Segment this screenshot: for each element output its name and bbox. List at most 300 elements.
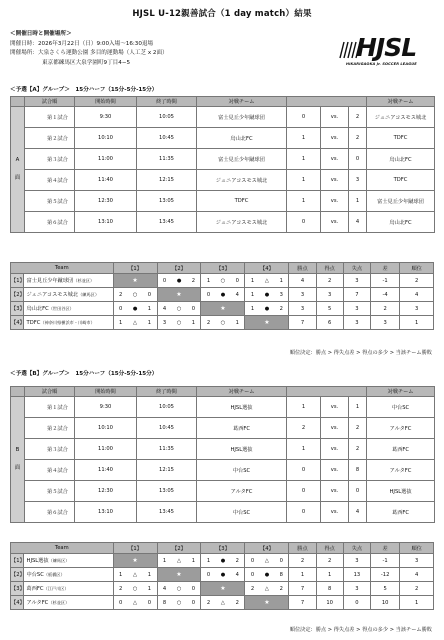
- away-team: 葛西FC: [367, 502, 435, 523]
- home-score: 0: [287, 107, 321, 128]
- away-team: 烏山北FC: [367, 149, 435, 170]
- result-mark: ●: [128, 302, 143, 316]
- header-goals-for: 得点: [316, 543, 343, 554]
- result-goals-against: 1: [142, 568, 157, 582]
- team-label: HJSL選抜: [26, 558, 49, 564]
- goals-against: 3: [343, 316, 370, 330]
- result-goals-against: 0: [230, 274, 245, 288]
- match-row: [11, 418, 435, 439]
- home-team: 葛西FC: [197, 418, 287, 439]
- team-label: 中台SC: [26, 572, 44, 578]
- final-position: 3: [400, 554, 434, 568]
- away-score: 0: [349, 149, 367, 170]
- vs-label: vs.: [321, 439, 349, 460]
- team-area: （杉並区）: [73, 278, 95, 283]
- away-team: 烏山北FC: [367, 212, 435, 233]
- end-time: 13:45: [137, 502, 197, 523]
- result-goals-against: 4: [230, 568, 245, 582]
- vs-label: vs.: [321, 128, 349, 149]
- header-blank: [287, 97, 367, 107]
- final-position: 2: [400, 274, 434, 288]
- final-position: 1: [400, 596, 434, 610]
- match-row: [11, 128, 435, 149]
- goal-difference: 10: [370, 596, 399, 610]
- logo-text: HJSL: [356, 33, 417, 62]
- header-blank: [11, 97, 25, 107]
- goal-difference: -12: [370, 568, 399, 582]
- result-goals-against: 1: [186, 554, 201, 568]
- end-time: 10:45: [137, 418, 197, 439]
- end-time: 12:15: [137, 170, 197, 191]
- goal-difference: 5: [370, 582, 399, 596]
- header-start: 開始時間: [75, 387, 137, 397]
- header-position: 順位: [400, 543, 434, 554]
- goals-for: 6: [316, 316, 343, 330]
- header-goals-against: 失点: [343, 263, 370, 274]
- match-row: [11, 460, 435, 481]
- event-info: [10, 30, 168, 68]
- goal-difference: -1: [370, 274, 399, 288]
- result-goals-against: 1: [186, 316, 201, 330]
- end-time: 11:35: [137, 149, 197, 170]
- final-position: 2: [400, 582, 434, 596]
- start-time: 9:30: [75, 107, 137, 128]
- away-team: HJSL選抜: [367, 481, 435, 502]
- home-score: 1: [287, 397, 321, 418]
- result-goals-against: 2: [186, 274, 201, 288]
- away-team: 中台SC: [367, 397, 435, 418]
- rank-number: 【2】: [11, 568, 24, 582]
- rank-number: 【1】: [11, 274, 24, 288]
- header-opponent-4: 【4】: [245, 263, 289, 274]
- home-score: 2: [287, 418, 321, 439]
- end-time: 12:15: [137, 460, 197, 481]
- rank-note-a: 順位決定：勝点 > 得失点差 > 得点の多少 > 当該チーム勝敗: [289, 350, 432, 356]
- self-match-star: ★: [201, 582, 245, 596]
- header-team: Team: [11, 543, 114, 554]
- away-team: アルタFC: [367, 460, 435, 481]
- match-order: 第３試合: [25, 439, 75, 460]
- result-mark: ●: [260, 288, 275, 302]
- result-goals-for: 2: [201, 596, 216, 610]
- team-name: [23, 274, 113, 288]
- header-points: 勝点: [289, 263, 316, 274]
- result-goals-against: 1: [142, 302, 157, 316]
- header-home-team: 対戦チーム: [197, 387, 287, 397]
- vs-label: vs.: [321, 107, 349, 128]
- header-end: 終了時間: [137, 387, 197, 397]
- result-mark: △: [128, 596, 143, 610]
- goals-against: 3: [343, 554, 370, 568]
- away-score: 0: [349, 481, 367, 502]
- result-goals-against: 2: [274, 302, 289, 316]
- result-goals-against: 2: [230, 554, 245, 568]
- vs-label: vs.: [321, 502, 349, 523]
- result-goals-for: 0: [157, 274, 172, 288]
- away-team: 葛西FC: [367, 439, 435, 460]
- match-order: 第１試合: [25, 397, 75, 418]
- header-opponent-4: 【4】: [245, 543, 289, 554]
- away-score: 2: [349, 418, 367, 439]
- group-a-standings-table: [10, 262, 434, 330]
- final-position: 4: [400, 568, 434, 582]
- team-label: ジュニアコスモス城北: [26, 292, 79, 298]
- start-time: 10:10: [75, 128, 137, 149]
- team-name: [23, 596, 113, 610]
- event-venue: 大泉さくら運動公園 多目的運動場（人工芝 x 2面）: [37, 50, 168, 57]
- team-area: （世田谷区）: [48, 306, 74, 311]
- result-goals-for: 1: [245, 302, 260, 316]
- home-team: TDFC: [197, 191, 287, 212]
- standings-row: [11, 582, 434, 596]
- rank-number: 【3】: [11, 302, 24, 316]
- home-team: HJSL選抜: [197, 397, 287, 418]
- match-order: 第１試合: [25, 107, 75, 128]
- result-goals-for: 1: [201, 554, 216, 568]
- match-order: 第２試合: [25, 128, 75, 149]
- header-goals-for: 得点: [316, 263, 343, 274]
- group-a-match-table: [10, 96, 435, 233]
- home-team: 中台SC: [197, 460, 287, 481]
- match-order: 第５試合: [25, 481, 75, 502]
- result-goals-for: 0: [113, 596, 128, 610]
- match-header-row: [11, 387, 435, 397]
- vs-label: vs.: [321, 170, 349, 191]
- start-time: 9:30: [75, 397, 137, 418]
- result-mark: △: [260, 554, 275, 568]
- away-score: 1: [349, 397, 367, 418]
- away-score: 8: [349, 460, 367, 481]
- standings-header-row: [11, 543, 434, 554]
- header-opponent-2: 【2】: [157, 543, 201, 554]
- team-name: [23, 554, 113, 568]
- match-row: [11, 439, 435, 460]
- away-score: 1: [349, 191, 367, 212]
- home-score: 0: [287, 460, 321, 481]
- team-name: [23, 288, 113, 302]
- vs-label: vs.: [321, 418, 349, 439]
- points: 7: [289, 596, 316, 610]
- match-order: 第６試合: [25, 212, 75, 233]
- header-order: 試合順: [25, 97, 75, 107]
- points: 1: [289, 568, 316, 582]
- away-score: 3: [349, 170, 367, 191]
- away-score: 2: [349, 439, 367, 460]
- goals-against: 3: [343, 302, 370, 316]
- match-row: [11, 212, 435, 233]
- result-goals-for: 0: [245, 554, 260, 568]
- result-mark: ●: [216, 554, 231, 568]
- match-row: [11, 107, 435, 128]
- result-goals-against: 8: [274, 568, 289, 582]
- header-opponent-2: 【2】: [157, 263, 201, 274]
- start-time: 13:10: [75, 502, 137, 523]
- standings-row: [11, 554, 434, 568]
- result-goals-for: 1: [113, 316, 128, 330]
- home-score: 1: [287, 439, 321, 460]
- end-time: 10:05: [137, 107, 197, 128]
- venue-row: 開催場所：大泉さくら運動公園 多目的運動場（人工芝 x 2面）: [10, 50, 168, 57]
- result-goals-against: 0: [186, 596, 201, 610]
- self-match-star: ★: [113, 274, 157, 288]
- result-goals-against: 0: [142, 288, 157, 302]
- result-goals-for: 1: [201, 274, 216, 288]
- home-score: 1: [287, 170, 321, 191]
- away-team: TDFC: [367, 170, 435, 191]
- away-team: ジュニアコスモス城北: [367, 107, 435, 128]
- result-goals-for: 8: [157, 596, 172, 610]
- vs-label: vs.: [321, 397, 349, 418]
- result-mark: ○: [172, 316, 187, 330]
- goals-for: 10: [316, 596, 343, 610]
- self-match-star: ★: [157, 568, 201, 582]
- rank-number: 【3】: [11, 582, 24, 596]
- match-order: 第５試合: [25, 191, 75, 212]
- self-match-star: ★: [245, 596, 289, 610]
- result-goals-against: 4: [230, 288, 245, 302]
- goals-for: 1: [316, 568, 343, 582]
- rank-number: 【1】: [11, 554, 24, 568]
- match-row: [11, 397, 435, 418]
- result-goals-against: 0: [142, 596, 157, 610]
- standings-row: [11, 316, 434, 330]
- points: 2: [289, 554, 316, 568]
- goals-for: 2: [316, 274, 343, 288]
- result-goals-for: 4: [157, 302, 172, 316]
- vs-label: vs.: [321, 481, 349, 502]
- date-row: 開催日時：2026年3月22日（日）9:00入場〜16:30退場: [10, 40, 154, 47]
- header-goal-diff: 差: [370, 543, 399, 554]
- home-score: 1: [287, 128, 321, 149]
- header-away-team: 対戦チーム: [367, 97, 435, 107]
- event-address: 東京都練馬区大泉学園町9丁目4−5: [42, 59, 131, 66]
- result-goals-for: 0: [245, 568, 260, 582]
- court-label: B 面: [11, 397, 25, 523]
- standings-row: [11, 568, 434, 582]
- result-goals-against: 1: [230, 316, 245, 330]
- result-goals-for: 2: [245, 582, 260, 596]
- header-points: 勝点: [289, 543, 316, 554]
- vs-label: vs.: [321, 212, 349, 233]
- hjsl-logo: [338, 33, 434, 68]
- start-time: 11:00: [75, 149, 137, 170]
- match-row: [11, 170, 435, 191]
- team-label: アルタFC: [26, 600, 49, 606]
- points: 7: [289, 582, 316, 596]
- end-time: 13:05: [137, 191, 197, 212]
- header-end: 終了時間: [137, 97, 197, 107]
- result-goals-against: 1: [142, 582, 157, 596]
- result-mark: ○: [216, 316, 231, 330]
- away-score: 4: [349, 502, 367, 523]
- header-team: Team: [11, 263, 114, 274]
- result-mark: ○: [172, 596, 187, 610]
- event-date: 2026年3月22日（日）9:00入場〜16:30退場: [37, 40, 154, 47]
- result-goals-for: 1: [245, 288, 260, 302]
- header-position: 順位: [400, 263, 434, 274]
- team-label: TDFC: [26, 319, 41, 326]
- result-goals-against: 2: [274, 582, 289, 596]
- home-team: HJSL選抜: [197, 439, 287, 460]
- group-b-heading: ＜予選【B】グループ＞ 15分ハーフ（15分-5分-15分）: [10, 371, 158, 377]
- header-opponent-3: 【3】: [201, 543, 245, 554]
- end-time: 13:05: [137, 481, 197, 502]
- match-row: [11, 502, 435, 523]
- home-score: 1: [287, 191, 321, 212]
- header-away-team: 対戦チーム: [367, 387, 435, 397]
- match-order: 第２試合: [25, 418, 75, 439]
- home-team: アルタFC: [197, 481, 287, 502]
- header-opponent-1: 【1】: [113, 263, 157, 274]
- header-goal-diff: 差: [370, 263, 399, 274]
- match-order: 第３試合: [25, 149, 75, 170]
- team-area: （杉並区）: [48, 600, 70, 605]
- team-name: [23, 302, 113, 316]
- group-b-standings-table: [10, 542, 434, 610]
- team-area: （江戸川区）: [43, 586, 69, 591]
- result-goals-against: 1: [274, 274, 289, 288]
- result-goals-for: 0: [113, 302, 128, 316]
- away-team: 富士見丘少年蹴球団: [367, 191, 435, 212]
- goals-against: 0: [343, 596, 370, 610]
- result-mark: ●: [216, 288, 231, 302]
- goals-for: 8: [316, 582, 343, 596]
- team-label: 富士見丘少年蹴球団: [26, 278, 74, 284]
- result-mark: △: [216, 596, 231, 610]
- result-goals-for: 3: [157, 316, 172, 330]
- start-time: 10:10: [75, 418, 137, 439]
- result-mark: △: [128, 568, 143, 582]
- header-blank: [11, 387, 25, 397]
- home-team: ジュニアコスモス城北: [197, 170, 287, 191]
- result-mark: △: [260, 274, 275, 288]
- rank-note-b: 順位決定：勝点 > 得失点差 > 得点の多少 > 当該チーム勝敗: [289, 627, 432, 633]
- result-goals-for: 0: [201, 568, 216, 582]
- goal-difference: 2: [370, 302, 399, 316]
- final-position: 3: [400, 302, 434, 316]
- result-mark: ○: [172, 302, 187, 316]
- result-goals-for: 0: [201, 288, 216, 302]
- result-goals-for: 1: [245, 274, 260, 288]
- team-label: 烏山北FC: [26, 306, 49, 312]
- self-match-star: ★: [157, 288, 201, 302]
- header-opponent-1: 【1】: [113, 543, 157, 554]
- away-team: アルタFC: [367, 418, 435, 439]
- final-position: 4: [400, 288, 434, 302]
- result-mark: △: [260, 582, 275, 596]
- home-team: ジュニアコスモス城北: [197, 212, 287, 233]
- info-heading: ＜開催日時と開催場所＞: [10, 31, 72, 37]
- group-a-heading: ＜予選【A】グループ＞ 15分ハーフ（15分-5分-15分）: [10, 87, 158, 93]
- end-time: 10:05: [137, 397, 197, 418]
- header-order: 試合順: [25, 387, 75, 397]
- logo-subtext: HIKARIGAOKA Jr. SOCCER LEAGUE: [346, 62, 417, 66]
- result-mark: ●: [216, 568, 231, 582]
- away-score: 2: [349, 128, 367, 149]
- header-start: 開始時間: [75, 97, 137, 107]
- team-name: [23, 582, 113, 596]
- standings-header-row: [11, 263, 434, 274]
- result-goals-for: 2: [113, 288, 128, 302]
- header-goals-against: 失点: [343, 543, 370, 554]
- goals-against: 3: [343, 582, 370, 596]
- goals-against: 7: [343, 288, 370, 302]
- team-label: 葛西FC: [26, 586, 44, 592]
- self-match-star: ★: [201, 302, 245, 316]
- home-team: 中台SC: [197, 502, 287, 523]
- vs-label: vs.: [321, 191, 349, 212]
- points: 7: [289, 316, 316, 330]
- rank-number: 【4】: [11, 316, 24, 330]
- away-score: 2: [349, 107, 367, 128]
- result-mark: ○: [216, 274, 231, 288]
- start-time: 11:40: [75, 460, 137, 481]
- page-title: HJSL U-12親善試合（1 day match）結果: [132, 9, 312, 19]
- result-goals-against: 2: [230, 596, 245, 610]
- points: 4: [289, 274, 316, 288]
- home-team: 烏山北FC: [197, 128, 287, 149]
- result-mark: ●: [260, 302, 275, 316]
- home-score: 1: [287, 149, 321, 170]
- rank-number: 【2】: [11, 288, 24, 302]
- result-mark: ○: [128, 288, 143, 302]
- self-match-star: ★: [113, 554, 157, 568]
- standings-row: [11, 596, 434, 610]
- match-order: 第４試合: [25, 460, 75, 481]
- standings-row: [11, 274, 434, 288]
- result-mark: ○: [172, 582, 187, 596]
- result-mark: ○: [128, 582, 143, 596]
- goal-difference: -1: [370, 554, 399, 568]
- standings-row: [11, 288, 434, 302]
- start-time: 11:40: [75, 170, 137, 191]
- team-area: （板橋区）: [43, 572, 65, 577]
- goals-for: 5: [316, 302, 343, 316]
- home-score: 0: [287, 212, 321, 233]
- self-match-star: ★: [245, 316, 289, 330]
- team-area: （練馬区）: [48, 558, 70, 563]
- result-mark: △: [172, 554, 187, 568]
- match-order: 第６試合: [25, 502, 75, 523]
- goals-against: 13: [343, 568, 370, 582]
- team-area: （神奈川県横浜市・川崎市）: [40, 319, 95, 325]
- goals-for: 2: [316, 554, 343, 568]
- match-row: [11, 191, 435, 212]
- header-home-team: 対戦チーム: [197, 97, 287, 107]
- goals-against: 3: [343, 274, 370, 288]
- result-goals-against: 0: [186, 582, 201, 596]
- goal-difference: -4: [370, 288, 399, 302]
- result-mark: ●: [172, 274, 187, 288]
- result-mark: △: [128, 316, 143, 330]
- start-time: 12:30: [75, 481, 137, 502]
- result-goals-for: 1: [157, 554, 172, 568]
- result-goals-against: 0: [186, 302, 201, 316]
- start-time: 12:30: [75, 191, 137, 212]
- start-time: 11:00: [75, 439, 137, 460]
- result-goals-for: 2: [201, 316, 216, 330]
- away-score: 4: [349, 212, 367, 233]
- home-score: 0: [287, 481, 321, 502]
- points: 3: [289, 288, 316, 302]
- away-team: TDFC: [367, 128, 435, 149]
- vs-label: vs.: [321, 149, 349, 170]
- result-goals-against: 0: [274, 554, 289, 568]
- points: 3: [289, 302, 316, 316]
- result-goals-against: 3: [274, 288, 289, 302]
- result-goals-for: 4: [157, 582, 172, 596]
- match-row: [11, 149, 435, 170]
